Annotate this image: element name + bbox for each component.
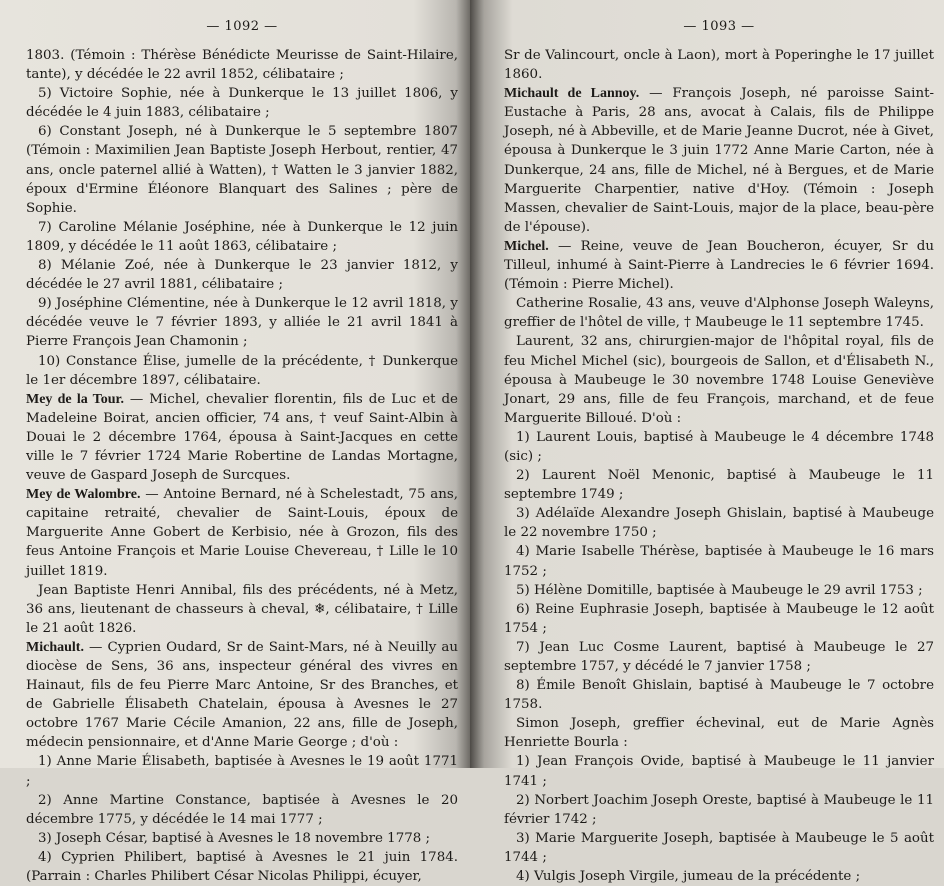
- list-item: 4) Vulgis Joseph Virgile, jumeau de la précédente ;: [516, 869, 861, 885]
- entry-mey-de-la-tour: [26, 390, 458, 485]
- paragraph: Jean Baptiste Henri Annibal, fils des précédents, né à Metz, 36 ans, lieutenant de chasseurs à cheval, ❄, célibataire, † Lille le 21 août 1826.: [26, 582, 458, 636]
- entry-name: Mey de Walombre.: [26, 487, 141, 503]
- entry-name: Michault.: [26, 639, 84, 655]
- paragraph: Sr de Valincourt, oncle à Laon), mort à Poperinghe le 17 juillet 1860.: [504, 48, 934, 83]
- left-page: [0, 0, 470, 885]
- entry-text: — François Joseph, né paroisse Saint-Eustache à Paris, 28 ans, avocat à Calais, fils de Philippe Joseph, né à Abbeville, et de Marie Jeanne Ducrot, née à Givet, épousa à Dunkerque le 3 juin 1772 Anne Marie Carton, née à Dunkerque, 24 ans, fille de Michel, né à Bergues, et de Marie Marguerite Charpentier, native d'Hoy. (Témoin : Joseph Massen, chevalier de Saint-Louis, major de la place, beau-père de l'épouse).: [504, 86, 934, 235]
- list-item: 4) Cyprien Philibert, baptisé à Avesnes le 21 juin 1784. (Parrain : Charles Philibert César Nicolas Philippi, écuyer,: [26, 849, 458, 885]
- entry-name: Mey de la Tour.: [26, 391, 124, 407]
- page-number-1092: — 1092 —: [206, 19, 278, 34]
- list-item: 5) Hélène Domitille, baptisée à Maubeuge le 29 avril 1753 ;: [516, 582, 923, 598]
- paragraph: 6) Constant Joseph, né à Dunkerque le 5 septembre 1807 (Témoin : Maximilien Jean Baptiste Joseph Herbout, rentier, 47 ans, oncle paternel allié à Watten), † Watten le 3 janvier 1882, époux d'Ermine Éléonore Blanquart des Salines ; père de Sophie.: [26, 124, 458, 216]
- entry-name: Michel.: [504, 238, 549, 254]
- paragraph: 7) Caroline Mélanie Joséphine, née à Dunkerque le 12 juin 1809, y décédée le 11 août 1863, célibataire ;: [26, 219, 458, 254]
- list-item: 2) Laurent Noël Menonic, baptisé à Maubeuge le 11 septembre 1749 ;: [504, 468, 934, 503]
- paragraph: 8) Mélanie Zoé, née à Dunkerque le 23 janvier 1812, y décédée le 27 avril 1881, célibataire ;: [26, 258, 458, 293]
- paragraph: 5) Victoire Sophie, née à Dunkerque le 13 juillet 1806, y décédée le 4 juin 1883, célibataire ;: [26, 86, 458, 121]
- entry-text: — Michel, chevalier florentin, fils de Luc et de Madeleine Boirat, ancien officier, 74 ans, † veuf Saint-Albin à Douai le 2 décembre 1764, épousa à Saint-Jacques en cette ville le 7 février 1724 Marie Robertine de Landas Mortagne, veuve de Gaspard Joseph de Surcques.: [26, 391, 458, 484]
- paragraph: Laurent, 32 ans, chirurgien-major de l'hôpital royal, fils de feu Michel Michel (sic), bourgeois de Sallon, et d'Élisabeth N., épousa à Maubeuge le 30 novembre 1748 Louise Geneviève Jonart, 29 ans, fille de feu François, marchand, et de feue Marguerite Billoué. D'où :: [504, 334, 934, 426]
- paragraph: Simon Joseph, greffier échevinal, eut de Marie Agnès Henriette Bourla :: [504, 716, 934, 751]
- right-text-block: [504, 46, 934, 886]
- paragraph: Catherine Rosalie, 43 ans, veuve d'Alphonse Joseph Waleyns, greffier de l'hôtel de ville, † Maubeuge le 11 septembre 1745.: [504, 296, 934, 331]
- paragraph: 9) Joséphine Clémentine, née à Dunkerque le 12 avril 1818, y décédée veuve le 7 février 1893, y alliée le 21 avril 1841 à Pierre François Jean Chamonin ;: [26, 296, 458, 350]
- paragraph: 10) Constance Élise, jumelle de la précédente, † Dunkerque le 1er décembre 1897, célibataire.: [26, 353, 458, 388]
- entry-michault-de-lannoy: [504, 84, 934, 237]
- page-number-1093: — 1093 —: [683, 19, 755, 34]
- paragraph: 1803. (Témoin : Thérèse Bénédicte Meurisse de Saint-Hilaire, tante), y décédée le 22 avril 1852, célibataire ;: [26, 48, 458, 83]
- list-item: 2) Norbert Joachim Joseph Oreste, baptisé à Maubeuge le 11 février 1742 ;: [504, 792, 934, 827]
- list-item: 1) Anne Marie Élisabeth, baptisée à Avesnes le 19 août 1771 ;: [26, 754, 458, 789]
- entry-text: — Cyprien Oudard, Sr de Saint-Mars, né à Neuilly au diocèse de Sens, 36 ans, inspecteur général des vivres en Hainaut, fils de feu Pierre Marc Antoine, Sr des Branches, et de Gabrielle Élisabeth Chatelain, épousa à Avesnes le 27 octobre 1767 Marie Cécile Amanion, 22 ans, fille de Joseph, médecin pensionnaire, et d'Anne Marie George ; d'où :: [26, 639, 458, 751]
- list-item: 2) Anne Martine Constance, baptisée à Avesnes le 20 décembre 1775, y décédée le 14 mai 1777 ;: [26, 792, 458, 827]
- entry-mey-de-walombre: [26, 485, 458, 580]
- entry-text: — Reine, veuve de Jean Boucheron, écuyer, Sr du Tilleul, inhumé à Saint-Pierre à Landrecies le 6 février 1694. (Témoin : Pierre Michel).: [504, 238, 934, 293]
- list-item: 3) Adélaïde Alexandre Joseph Ghislain, baptisé à Maubeuge le 22 novembre 1750 ;: [504, 506, 934, 541]
- list-item: 8) Émile Benoît Ghislain, baptisé à Maubeuge le 7 octobre 1758.: [504, 678, 934, 713]
- list-item: 1) Jean François Ovide, baptisé à Maubeuge le 11 janvier 1741 ;: [504, 754, 934, 789]
- entry-michault: [26, 638, 458, 753]
- list-item: 7) Jean Luc Cosme Laurent, baptisé à Maubeuge le 27 septembre 1757, y décédé le 7 janvier 1758 ;: [504, 639, 934, 674]
- list-item: 1) Laurent Louis, baptisé à Maubeuge le 4 décembre 1748 (sic) ;: [504, 429, 934, 464]
- entry-name: Michault de Lannoy.: [504, 86, 640, 102]
- right-page: [470, 0, 944, 885]
- list-item: 4) Marie Isabelle Thérèse, baptisée à Maubeuge le 16 mars 1752 ;: [504, 544, 934, 579]
- left-text-block: [26, 46, 458, 886]
- list-item: 3) Joseph César, baptisé à Avesnes le 18 novembre 1778 ;: [38, 830, 431, 846]
- list-item: 6) Reine Euphrasie Joseph, baptisée à Maubeuge le 12 août 1754 ;: [504, 601, 934, 636]
- entry-michel: [504, 237, 934, 294]
- entry-text: — Antoine Bernard, né à Schelestadt, 75 ans, capitaine retraité, chevalier de Saint-Louis, époux de Marguerite Anne Gobert de Kerbisio, née à Grozon, fils des feus Antoine François et Marie Louise Chevereau, † Lille le 10 juillet 1819.: [26, 487, 458, 579]
- list-item: 3) Marie Marguerite Joseph, baptisée à Maubeuge le 5 août 1744 ;: [504, 830, 934, 865]
